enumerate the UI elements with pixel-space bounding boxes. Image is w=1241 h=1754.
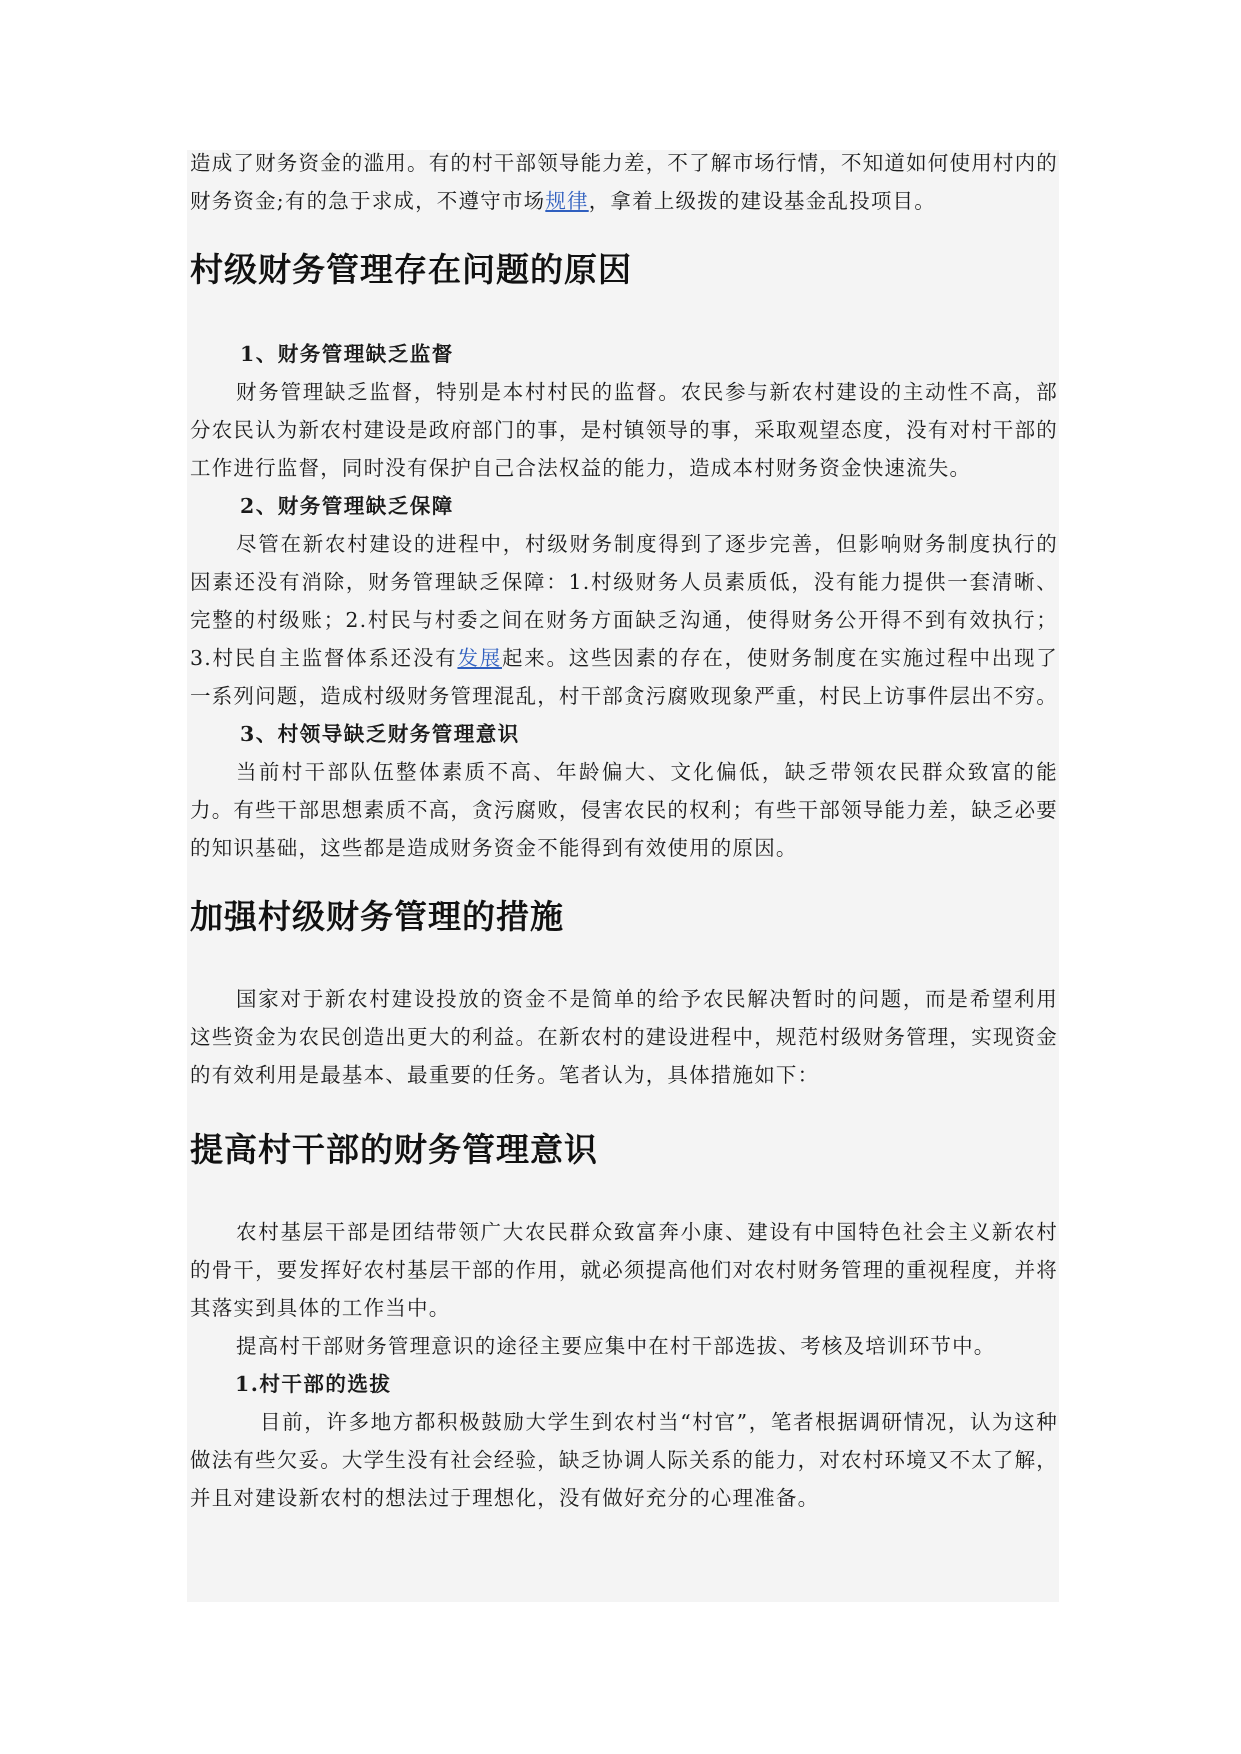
link-rule[interactable]: 规律 [545, 189, 589, 213]
paragraph-guarantee [190, 525, 1058, 715]
guarantee-text-b: 起来。这些因素的存在，使财务制度在实施过程中出现了一系列问题，造成村级财务管理混乱，村干部贪污腐败现象严重，村民上访事件层出不穷。 [190, 646, 1058, 708]
paragraph-measures: 国家对于新农村建设投放的资金不是简单的给予农民解决暂时的问题，而是希望利用这些资金为农民创造出更大的利益。在新农村的建设进程中，规范村级财务管理，实现资金的有效利用是最基本、最重要的任务。笔者认为，具体措施如下： [190, 987, 1058, 1087]
link-development[interactable]: 发展 [457, 646, 502, 670]
guarantee-text-a: 尽管在新农村建设的进程中，村级财务制度得到了逐步完善，但影响财务制度执行的因素还没有消除，财务管理缺乏保障：1.村级财务人员素质低，没有能力提供一套清晰、完整的村级账；2.村民与村委之间在财务方面缺乏沟通，使得财务公开得不到有效执行；3.村民自主监督体系还没有 [190, 532, 1058, 670]
paragraph-approach: 提高村干部财务管理意识的途径主要应集中在村干部选拔、考核及培训环节中。 [236, 1334, 996, 1358]
section-heading-causes: 村级财务管理存在问题的原因 [190, 250, 632, 289]
intro-paragraph [190, 144, 1058, 220]
section-heading-raise-awareness: 提高村干部的财务管理意识 [190, 1130, 598, 1169]
paragraph-supervision: 财务管理缺乏监督，特别是本村村民的监督。农民参与新农村建设的主动性不高，部分农民认为新农村建设是政府部门的事，是村镇领导的事，采取观望态度，没有对村干部的工作进行监督，同时没有保护自己合法权益的能力，造成本村财务资金快速流失。 [190, 380, 1058, 480]
subheading-supervision: 1、财务管理缺乏监督 [240, 342, 454, 366]
intro-text-a: 造成了财务资金的滥用。有的村干部领导能力差，不了解市场行情，不知道如何使用村内的财务资金;有的急于求成，不遵守市场 [190, 151, 1058, 213]
subheading-guarantee: 2、财务管理缺乏保障 [240, 494, 454, 518]
paragraph-selection: 目前，许多地方都积极鼓励大学生到农村当“村官”，笔者根据调研情况，认为这种做法有些欠妥。大学生没有社会经验，缺乏协调人际关系的能力，对农村环境又不太了解，并且对建设新农村的想法过于理想化，没有做好充分的心理准备。 [190, 1410, 1058, 1510]
subheading-awareness: 3、村领导缺乏财务管理意识 [240, 722, 520, 746]
paragraph-cadres: 农村基层干部是团结带领广大农民群众致富奔小康、建设有中国特色社会主义新农村的骨干，要发挥好农村基层干部的作用，就必须提高他们对农村财务管理的重视程度，并将其落实到具体的工作当中。 [190, 1220, 1058, 1320]
document-content [190, 150, 1058, 1517]
section-heading-measures: 加强村级财务管理的措施 [190, 897, 564, 936]
intro-text-b: ，拿着上级拨的建设基金乱投项目。 [588, 189, 936, 213]
subheading-selection: 1.村干部的选拔 [235, 1372, 392, 1396]
paragraph-awareness: 当前村干部队伍整体素质不高、年龄偏大、文化偏低，缺乏带领农民群众致富的能力。有些干部思想素质不高，贪污腐败，侵害农民的权利；有些干部领导能力差，缺乏必要的知识基础，这些都是造成财务资金不能得到有效使用的原因。 [190, 760, 1058, 860]
